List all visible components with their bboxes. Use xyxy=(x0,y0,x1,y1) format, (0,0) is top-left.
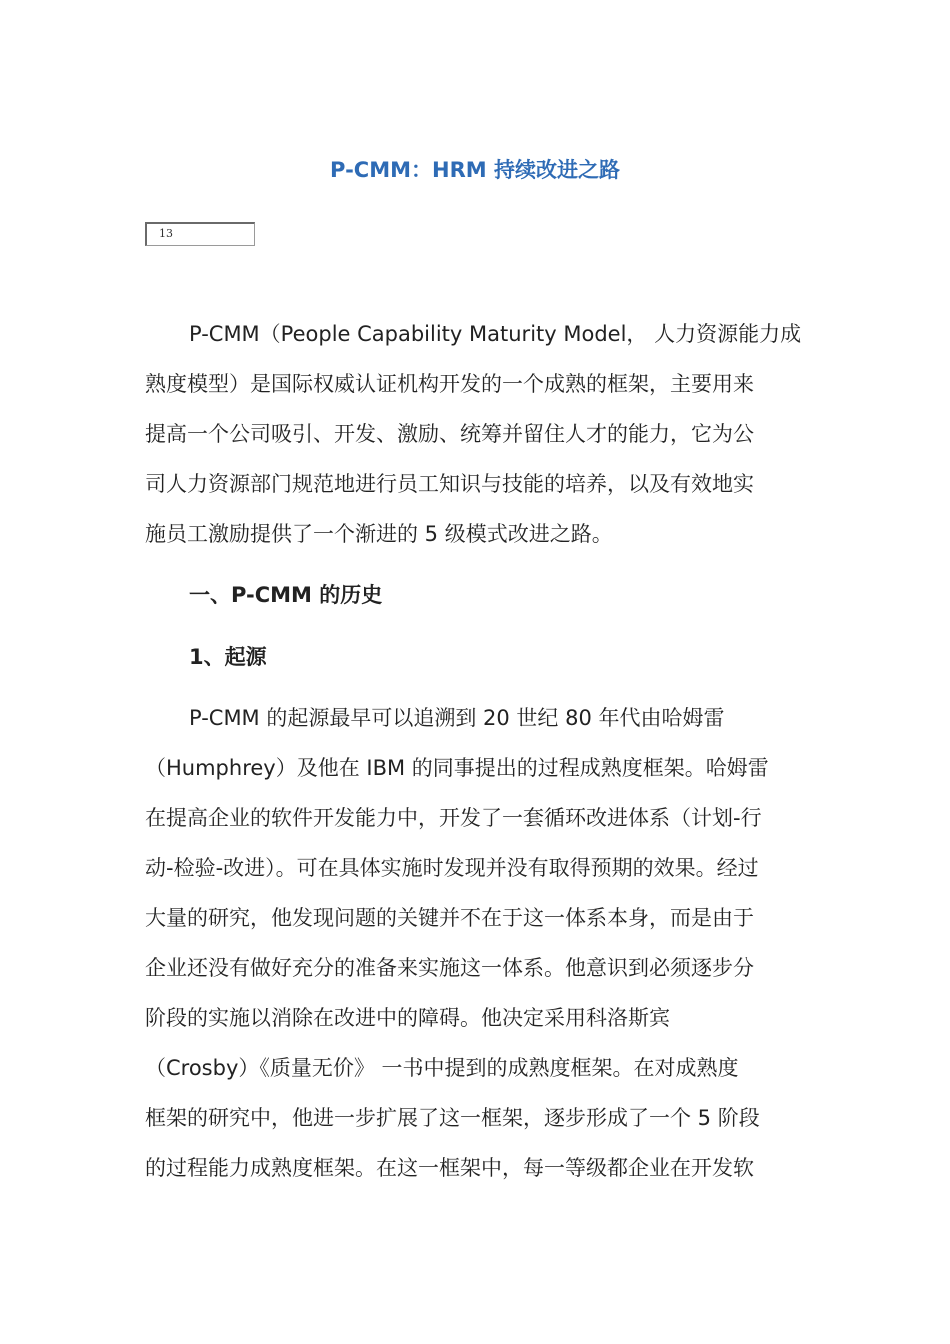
section-heading: 一、P-CMM 的历史 xyxy=(189,583,383,607)
origin-line: 动-检验-改进）。可在具体实施时发现并没有取得预期的效果。经过 xyxy=(145,856,759,880)
intro-paragraph xyxy=(145,309,810,559)
subsection-heading: 1、起源 xyxy=(189,645,267,669)
origin-paragraph xyxy=(145,693,810,1193)
intro-line: 施员工激励提供了一个渐进的 5 级模式改进之路。 xyxy=(145,522,613,546)
intro-line: 司人力资源部门规范地进行员工知识与技能的培养，以及有效地实 xyxy=(145,472,754,496)
origin-line: 在提高企业的软件开发能力中，开发了一套循环改进体系（计划-行 xyxy=(145,806,762,830)
origin-line: 大量的研究，他发现问题的关键并不在于这一体系本身，而是由于 xyxy=(145,906,754,930)
origin-line: （Humphrey）及他在 IBM 的同事提出的过程成熟度框架。哈姆雷 xyxy=(145,756,769,780)
intro-line: P-CMM（People Capability Maturity Model， 人力资源能力成 xyxy=(189,322,802,346)
origin-line: 的过程能力成熟度框架。在这一框架中，每一等级都企业在开发软 xyxy=(145,1156,754,1180)
origin-line: 企业还没有做好充分的准备来实施这一体系。他意识到必须逐步分 xyxy=(145,956,754,980)
origin-line: P-CMM 的起源最早可以追溯到 20 世纪 80 年代由哈姆雷 xyxy=(189,706,725,730)
origin-line: 框架的研究中，他进一步扩展了这一框架，逐步形成了一个 5 阶段 xyxy=(145,1106,760,1130)
origin-line: （Crosby）《质量无价》 一书中提到的成熟度框架。在对成熟度 xyxy=(145,1056,739,1080)
intro-line: 熟度模型）是国际权威认证机构开发的一个成熟的框架，主要用来 xyxy=(145,372,754,396)
intro-line: 提高一个公司吸引、开发、激励、统筹并留住人才的能力，它为公 xyxy=(145,422,754,446)
view-counter: 13 xyxy=(145,222,255,246)
document-title: P-CMM：HRM 持续改进之路 xyxy=(330,158,620,182)
origin-line: 阶段的实施以消除在改进中的障碍。他决定采用科洛斯宾 xyxy=(145,1006,670,1030)
